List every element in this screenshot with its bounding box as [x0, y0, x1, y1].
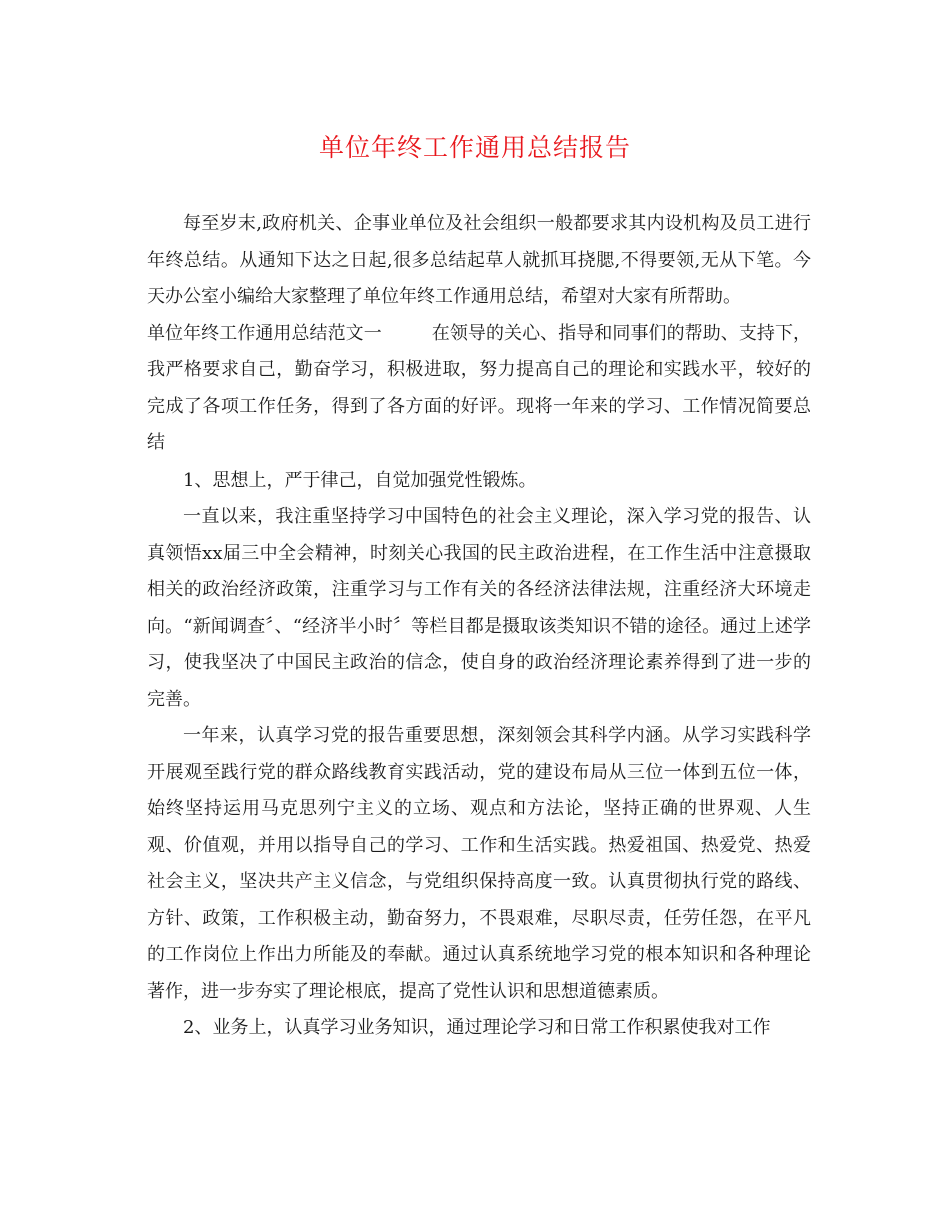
intro-paragraph: 每至岁末,政府机关、企事业单位及社会组织一般都要求其内设机构及员工进行年终总结。从通知下达之日起,很多总结起草人就抓耳挠腮,不得要领,无从下笔。今天办公室小编给大家整理了单位年终工作通用总结，希望对大家有所帮助。 [147, 213, 811, 307]
paragraph-2: 一年来，认真学习党的报告重要思想，深刻领会其科学内涵。从学习实践科学开展观至践行党的群众路线教育实践活动，党的建设布局从三位一体到五位一体，始终坚持运用马克思列宁主义的立场、观点和方法论，坚持正确的世界观、人生观、价值观，并用以指导自己的学习、工作和生活实践。热爱祖国、热爱党、热爱社会主义，坚决共产主义信念，与党组织保持高度一致。认真贯彻执行党的路线、方针、政策，工作积极主动，勤奋努力，不畏艰难，尽职尽责，任劳任怨，在平凡的工作岗位上作出力所能及的奉献。通过认真系统地学习党的根本知识和各种理论著作，进一步夯实了理论根底，提高了党性认识和思想道德素质。 [147, 725, 811, 1002]
document-title: 单位年终工作通用总结报告 [318, 133, 631, 162]
section-1-heading: 1、思想上，严于律己，自觉加强党性锻炼。 [183, 469, 537, 491]
document-body [147, 206, 811, 1047]
sample-heading: 单位年终工作通用总结范文一 [147, 322, 382, 344]
paragraph-1: 一直以来，我注重坚持学习中国特色的社会主义理论，深入学习党的报告、认真领悟xx届三中全会精神，时刻关心我国的民主政治进程，在工作生活中注意摄取相关的政治经济政策，注重学习与工作有关的各经济法律法规，注重经济大环境走向。“新闻调查〞、“经济半小时〞等栏目都是摄取该类知识不错的途径。通过上述学习，使我坚决了中国民主政治的信念，使自身的政治经济理论素养得到了进一步的完善。 [147, 506, 811, 710]
section-2-heading: 2、业务上，认真学习业务知识，通过理论学习和日常工作积累使我对工作 [183, 1017, 771, 1038]
sample-intro: 在领导的关心、指导和同事们的帮助、支持下，我严格要求自己，勤奋学习，积极进取，努力提高自己的理论和实践水平，较好的完成了各项工作任务，得到了各方面的好评。现将一年来的学习、工作情况简要总结 [147, 322, 812, 453]
sample-paragraph [147, 316, 811, 462]
